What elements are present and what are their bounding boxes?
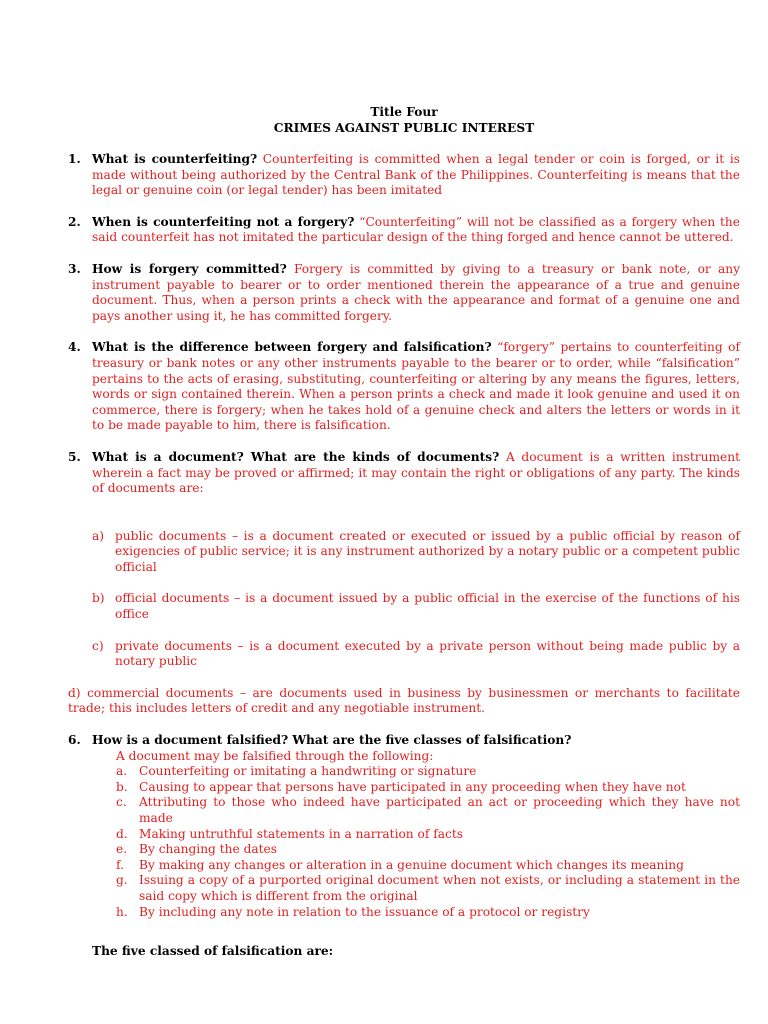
document-kind-official: [68, 591, 740, 622]
list-item: [116, 873, 740, 904]
item-label: f.: [116, 857, 124, 872]
item-text: Issuing a copy of a purported original document when not exists, or including a statement in the said copy which is different from the original: [139, 873, 740, 903]
item-text: By changing the dates: [139, 842, 277, 857]
document-kind-commercial: d) commercial documents – are documents used in business by businessmen or merchants to facilitate trade; this includes letters of credit and any negotiable instrument.: [68, 685, 740, 716]
answer-text: “forgery” pertains to counterfeiting of treasury or bank notes or any other instruments payable to the bearer or to order, while “falsification” pertains to the acts of erasing, substituting, counterfeiting or altering by any means the figures, letters, words or sign contained therein. When a person prints a check and made it look genuine and used it on commerce, there is forgery; when he takes hold of a genuine check and alters the letters or words in it to be made payable to him, there is falsification.: [92, 340, 741, 433]
item-text: Attributing to those who indeed have participated an act or proceeding which they have not made: [139, 795, 740, 825]
question-number: 1.: [68, 152, 81, 166]
question-text: What is counterfeiting?: [92, 152, 258, 166]
list-item: [116, 858, 740, 874]
falsification-methods-list: [68, 764, 740, 920]
answer-text: Counterfeiting is committed when a legal tender or coin is forged, or it is made without being authorized by the Central Bank of the Philippines. Counterfeiting is means that the legal or genuine coin (or legal tender) has been imitated: [92, 152, 741, 198]
question-number: 4.: [68, 340, 81, 355]
item-text: By including any note in relation to the issuance of a protocol or registry: [139, 904, 590, 919]
question-3: [68, 262, 740, 324]
item-text: By making any changes or alteration in a genuine document which changes its meaning: [139, 857, 684, 872]
question-number: 2.: [68, 214, 81, 229]
question-text: What is a document? What are the kinds of documents?: [92, 449, 500, 464]
kind-label: a): [92, 528, 105, 543]
answer-text: A document is a written instrument wherein a fact may be proved or affirmed; it may contain the right or obligations of any party. The kinds of documents are:: [92, 449, 740, 496]
item-label: b.: [116, 779, 128, 794]
document-kind-private: [68, 639, 740, 670]
question-4: [68, 340, 740, 434]
title-line-2: CRIMES AGAINST PUBLIC INTEREST: [273, 121, 535, 135]
answer-text: Forgery is committed by giving to a treasury or bank note, or any instrument payable to bearer or to order mentioned therein the appearance of a true and genuine document. Thus, when a person prints a check with the appearance and format of a genuine one and pays another using it, he has committed forgery.: [92, 261, 740, 323]
list-item: [116, 764, 740, 780]
five-classes-heading: The five classed of falsification are:: [92, 944, 334, 959]
answer-text: “Counterfeiting” will not be classified as a forgery when the said counterfeit has not imitated the particular design of the thing forged and hence cannot be uttered.: [92, 214, 740, 245]
question-6: [68, 733, 740, 749]
item-label: h.: [116, 904, 128, 919]
question-text: How is a document falsified? What are the five classes of falsification?: [92, 733, 572, 748]
item-label: d.: [116, 826, 128, 841]
question-text: How is forgery committed?: [92, 261, 287, 276]
question-number: 5.: [68, 449, 81, 464]
page-title: [68, 104, 740, 136]
list-item: [116, 795, 740, 826]
kind-text: private documents – is a document executed by a private person without being made public by a notary public: [115, 638, 740, 669]
falsification-intro: A document may be falsified through the following:: [116, 748, 434, 763]
document-kind-public: [68, 529, 740, 576]
item-label: a.: [116, 764, 128, 779]
kind-text: public documents – is a document created or executed or issued by a public official by reason of exigencies of public service; it is any instrument authorized by a notary public or a competent public official: [115, 528, 740, 574]
question-number: 6.: [68, 733, 81, 748]
item-label: e.: [116, 842, 128, 857]
item-text: Making untruthful statements in a narration of facts: [139, 826, 464, 841]
item-label: g.: [116, 873, 128, 888]
question-text: What is the difference between forgery and falsification?: [92, 340, 492, 355]
question-5: [68, 450, 740, 497]
item-text: Counterfeiting or imitating a handwriting or signature: [139, 764, 477, 779]
kind-label: c): [92, 638, 104, 653]
question-1: [68, 152, 740, 199]
question-2: [68, 215, 740, 246]
question-text: When is counterfeiting not a forgery?: [92, 214, 355, 229]
list-item: [116, 905, 740, 921]
list-item: [116, 842, 740, 858]
title-line-1: Title Four: [370, 105, 438, 119]
item-label: c.: [116, 795, 127, 810]
question-number: 3.: [68, 261, 81, 276]
list-item: [116, 780, 740, 796]
list-item: [116, 827, 740, 843]
item-text: Causing to appear that persons have participated in any proceeding when they have not: [139, 779, 686, 794]
kind-text: official documents – is a document issued by a public official in the exercise of the functions of his office: [115, 591, 740, 622]
kind-label: b): [92, 591, 105, 606]
